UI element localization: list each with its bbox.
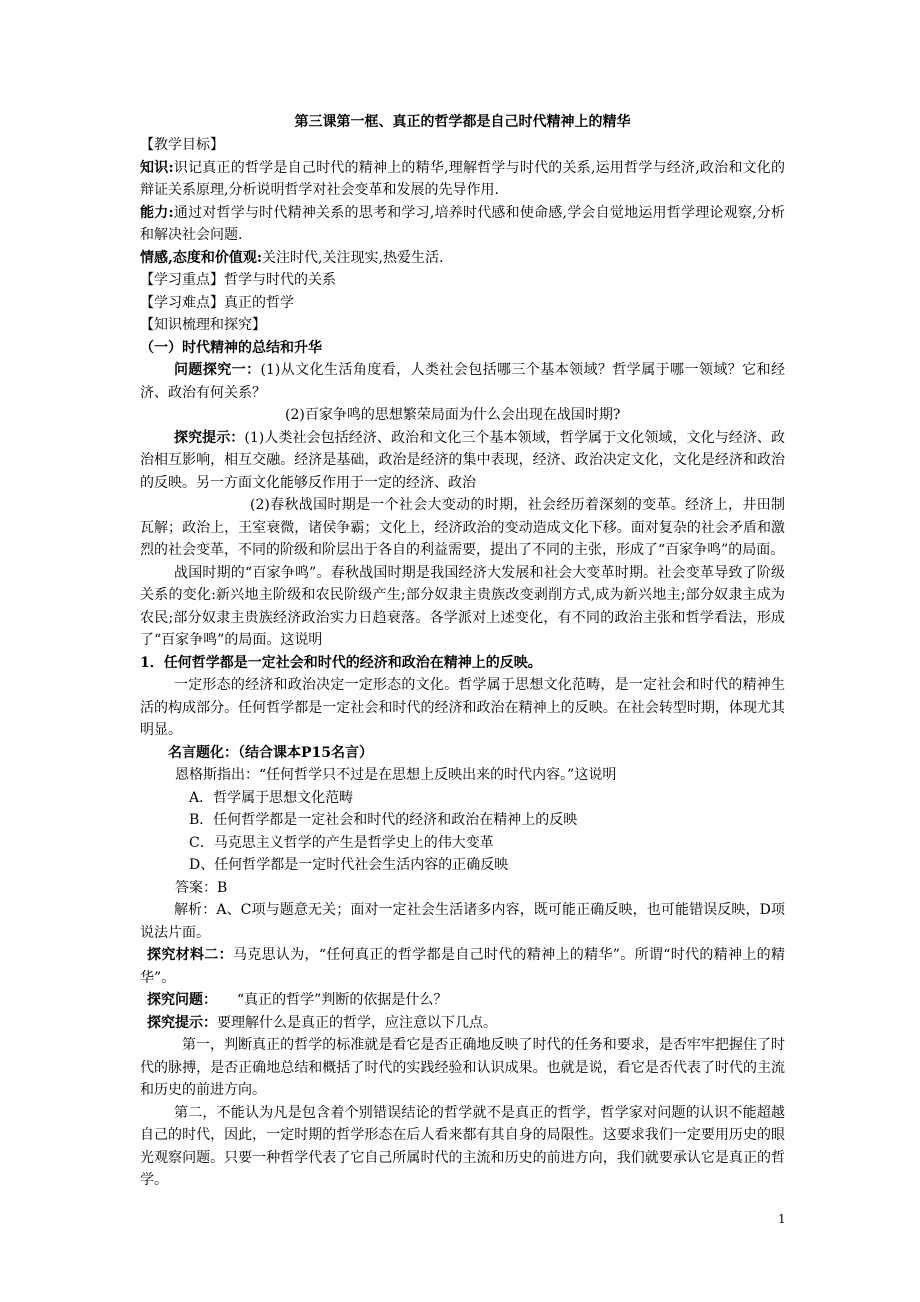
point-one-heading: 1．任何哲学都是一定社会和时代的经济和政治在精神上的反映。: [140, 654, 542, 671]
hint-two: [140, 494, 785, 562]
warring-states-paragraph: 战国时期的“百家争鸣”。春秋战国时期是我国经济大发展和社会大变革时期。社会变革导致了阶级关系的变化:新兴地主阶级和农民阶级产生;部分奴隶主贵族改变剥削方式,成为新兴地主;部分奴隶主成为农民;部分奴隶主贵族经济政治实力日趋衰落。各学派对上述变化，有不同的政治主张和哲学看法，形成了“百家争鸣”的局面。这说明: [140, 564, 785, 648]
document-page: [140, 112, 785, 1192]
goals-heading: 【教学目标】: [140, 137, 224, 153]
material-two: [140, 944, 785, 989]
answer: 答案：B: [175, 879, 228, 896]
material-two-text: 马克思认为，“任何真正的哲学都是自己时代的精神上的精华”。所谓“时代的精神上的精华”。: [140, 947, 785, 986]
explore-heading: 【知识梳理和探究】: [140, 317, 266, 333]
hint-one-text: (1)人类社会包括经济、政治和文化三个基本领域，哲学属于文化领域，文化与经济、政治相互影响，相互交融。经济是基础，政治是经济的集中表现，经济、政治决定文化，文化是经济和政治的反映。另一方面文化能够反作用于一定的经济、政治: [140, 429, 785, 491]
hint-one: [140, 427, 785, 495]
knowledge-paragraph: [140, 157, 785, 202]
emotion-text: 关注时代,关注现实,热爱生活.: [262, 249, 444, 266]
emotion-label: 情感,态度和价值观:: [140, 249, 263, 266]
question-one-text: (1)从文化生活角度看，人类社会包括哪三个基本领域？哲学属于哪一领域？它和经济、政治有何关系？: [140, 362, 785, 401]
hint-two-text: (2)春秋战国时期是一个社会大变动的时期，社会经历着深刻的变革。经济上，井田制瓦解；政治上，王室衰微，诸侯争霸；文化上，经济政治的变动造成文化下移。面对复杂的社会矛盾和激烈的社会变革，不同的阶级和阶层出于各自的利益需要，提出了不同的主张，形成了“百家争鸣”的局面。: [140, 497, 785, 558]
ability-paragraph: [140, 202, 785, 247]
key-point: 【学习重点】哲学与时代的关系: [140, 272, 336, 288]
quote-text: 恩格斯指出：“任何哲学只不过是在思想上反映出来的时代内容。”这说明: [175, 767, 617, 783]
point-one-text: 一定形态的经济和政治决定一定形态的文化。哲学属于思想文化范畴，是一定社会和时代的精神生活的构成部分。任何哲学都是一定社会和时代的经济和政治在精神上的反映。在社会转型时期，体现尤其明显。: [140, 677, 785, 738]
second-point: 第二，不能认为凡是包含着个别错误结论的哲学就不是真正的哲学，哲学家对问题的认识不能超越自己的时代，因此，一定时期的哲学形态在后人看来都有其自身的局限性。这要求我们一定要用历史的眼光观察问题。只要一种哲学代表了它自己所属时代的主流和历史的前进方向，我们就要承认它是真正的哲学。: [140, 1104, 785, 1188]
emotion-paragraph: [140, 247, 785, 270]
question-one: [140, 359, 785, 404]
first-point: 第一，判断真正的哲学的标准就是看它是否正确地反映了时代的任务和要求，是否牢牢把握住了时代的脉搏，是否正确地总结和概括了时代的实践经验和认识成果。也就是说，看它是否代表了时代的主流和历史的前进方向。: [140, 1037, 785, 1098]
material-two-label: 探究材料二：: [147, 947, 233, 963]
option-d: D、任何哲学都是一定时代社会生活内容的正确反映: [189, 857, 509, 873]
page-title: 第三课第一框、真正的哲学都是自己时代精神上的精华: [294, 114, 631, 130]
hint-three: [140, 1012, 785, 1035]
knowledge-text: 识记真正的哲学是自己时代的精神上的精华,理解哲学与时代的关系,运用哲学与经济,政治和文化的辩证关系原理,分析说明哲学对社会变革和发展的先导作用.: [140, 159, 785, 198]
hint-three-label: 探究提示：: [147, 1014, 217, 1031]
question-two: (2)百家争鸣的思想繁荣局面为什么会出现在战国时期?: [285, 407, 621, 423]
difficult-point: 【学习难点】真正的哲学: [140, 294, 294, 311]
option-b: B．任何哲学都是一定社会和时代的经济和政治在精神上的反映: [189, 812, 578, 828]
knowledge-label: 知识:: [140, 159, 174, 176]
option-a: A．哲学属于思想文化范畴: [189, 789, 354, 806]
explore-question-text: “真正的哲学”判断的依据是什么？: [237, 992, 448, 1008]
option-c: C．马克思主义哲学的产生是哲学史上的伟大变革: [189, 834, 494, 851]
section-heading: （一）时代精神的总结和升华: [140, 339, 322, 356]
explore-question-label: 探究问题：: [147, 992, 217, 1008]
page-number: 1: [778, 1212, 786, 1226]
analysis: 解析：A、C项与题意无关；面对一定社会生活诸多内容，既可能正确反映，也可能错误反映，D项说法片面。: [140, 902, 785, 941]
question-one-label: 问题探究一：: [174, 362, 261, 378]
ability-text: 通过对哲学与时代精神关系的思考和学习,培养时代感和使命感,学会自觉地运用哲学理论观察,分析和解决社会问题.: [140, 204, 785, 243]
hint-three-text: 要理解什么是真正的哲学，应注意以下几点。: [217, 1014, 497, 1031]
quote-heading: 名言题化：（结合课本P15名言）: [168, 744, 374, 761]
explore-question: [140, 989, 785, 1012]
hint-label: 探究提示：: [174, 429, 245, 446]
ability-label: 能力:: [140, 204, 174, 221]
